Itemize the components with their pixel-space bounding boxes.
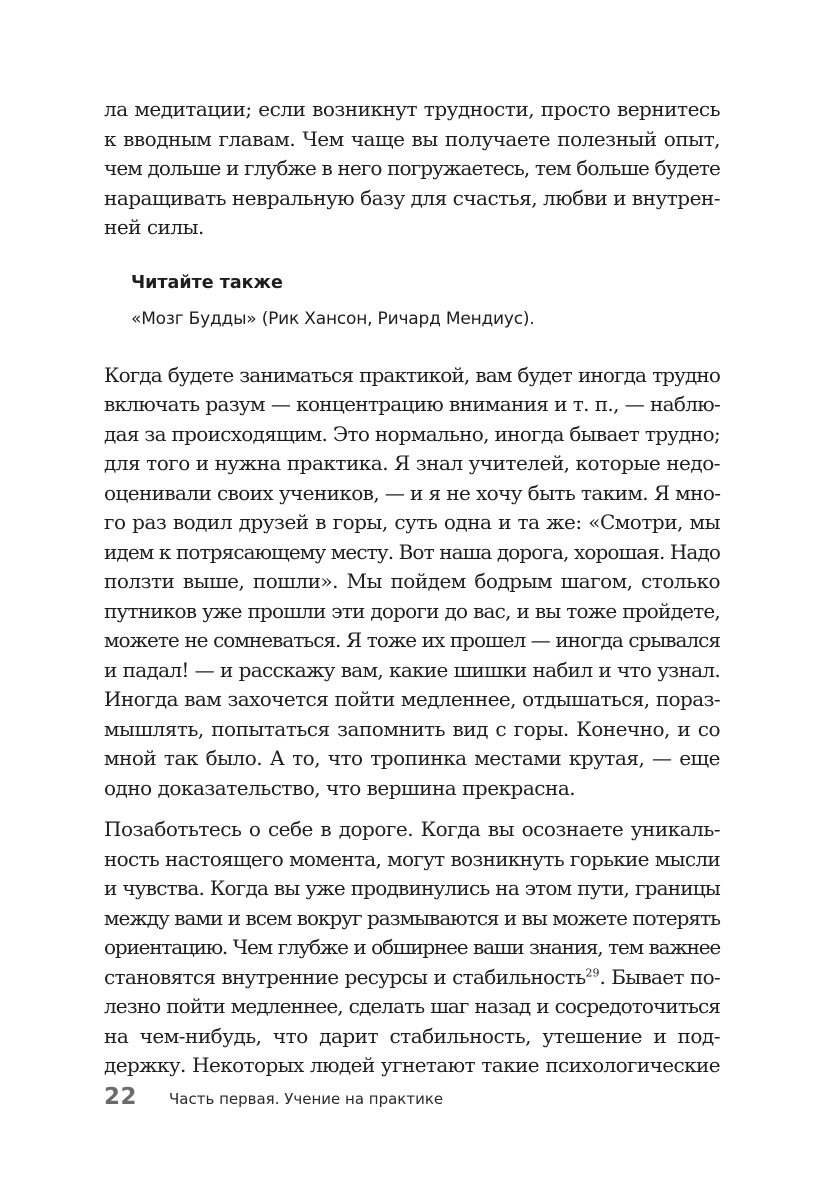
text-line: чем дольше и глубже в него погружаетесь, тем больше будете [104, 156, 720, 180]
text-line: ползти выше, пошли». Мы пойдем бодрым шагом, столько [104, 569, 720, 593]
running-section-title: Часть первая. Учение на практике [169, 1090, 444, 1108]
see-also-block [131, 271, 720, 331]
text-line: к вводным главам. Чем чаще вы получаете полезный опыт, [104, 126, 720, 151]
text-line: дая за происходящим. Это нормально, иногда бывает трудно; [104, 421, 720, 446]
page-number: 22 [104, 1084, 138, 1110]
text-fragment: . Бывает по- [599, 964, 720, 989]
text-line: идем к потрясающему месту. Вот наша дорога, хорошая. Надо [104, 539, 720, 564]
text-line-with-footnote [104, 963, 720, 993]
text-line: ность настоящего момента, могут возникнуть горькие мысли [104, 846, 720, 871]
text-line: ориентацию. Чем глубже и обширнее ваши знания, тем важнее [104, 935, 720, 959]
text-fragment: становятся внутренние ресурсы и стабильность [104, 964, 586, 989]
paragraph-3 [104, 815, 720, 1081]
text-line: лезно пойти медленнее, сделать шаг назад и сосредоточиться [104, 994, 720, 1018]
see-also-heading: Читайте также [131, 272, 283, 293]
paragraph-1 [104, 95, 720, 243]
text-line: одно доказательство, что вершина прекрасна. [104, 775, 576, 800]
text-line: держку. Некоторых людей угнетают такие психологические [104, 1053, 720, 1077]
page-body [104, 95, 720, 1081]
text-line: для того и нужна практика. Я знал учителей, которые недо- [104, 451, 720, 475]
text-line: между вами и всем вокруг размываются и вы можете потерять [104, 905, 720, 930]
text-line: ней силы. [104, 215, 204, 239]
text-line: Когда будете заниматься практикой, вам будет иногда трудно [104, 362, 720, 387]
text-line: наращивать невральную базу для счастья, любви и внутрен- [104, 185, 720, 210]
text-line: оценивали своих учеников, — и я не хочу быть таким. Я мно- [104, 480, 721, 505]
text-line: на чем-нибудь, что дарит стабильность, утешение и под- [104, 1023, 720, 1048]
text-line: можете не сомневаться. Я тоже их прошел — иногда срывался [104, 628, 720, 652]
text-line: Позаботьтесь о себе в дороге. Когда вы осознаете уникаль- [104, 817, 720, 841]
text-line: мной так было. А то, что тропинка местами крутая, — еще [104, 746, 720, 770]
paragraph-2 [104, 361, 720, 804]
text-line: ла медитации; если возникнут трудности, просто вернитесь [104, 97, 720, 121]
text-line: включать разум — концентрацию внимания и т. п., — наблю- [104, 392, 720, 416]
text-line: Иногда вам захочется пойти медленнее, отдышаться, пораз- [104, 687, 720, 711]
page-footer [104, 1084, 443, 1114]
text-line: и чувства. Когда вы уже продвинулись на этом пути, границы [104, 876, 720, 900]
text-line: мышлять, попытаться запомнить вид с горы. Конечно, и со [104, 716, 720, 741]
see-also-reference: «Мозг Будды» (Рик Хансон, Ричард Мендиус). [131, 308, 535, 329]
text-line: и падал! — и расскажу вам, какие шишки набил и что узнал. [104, 657, 720, 682]
text-line: го раз водил друзей в горы, суть одна и та же: «Смотри, мы [104, 510, 720, 534]
footnote-reference[interactable]: 29 [585, 965, 600, 979]
text-line: путников уже прошли эти дороги до вас, и вы тоже пройдете, [104, 598, 720, 623]
